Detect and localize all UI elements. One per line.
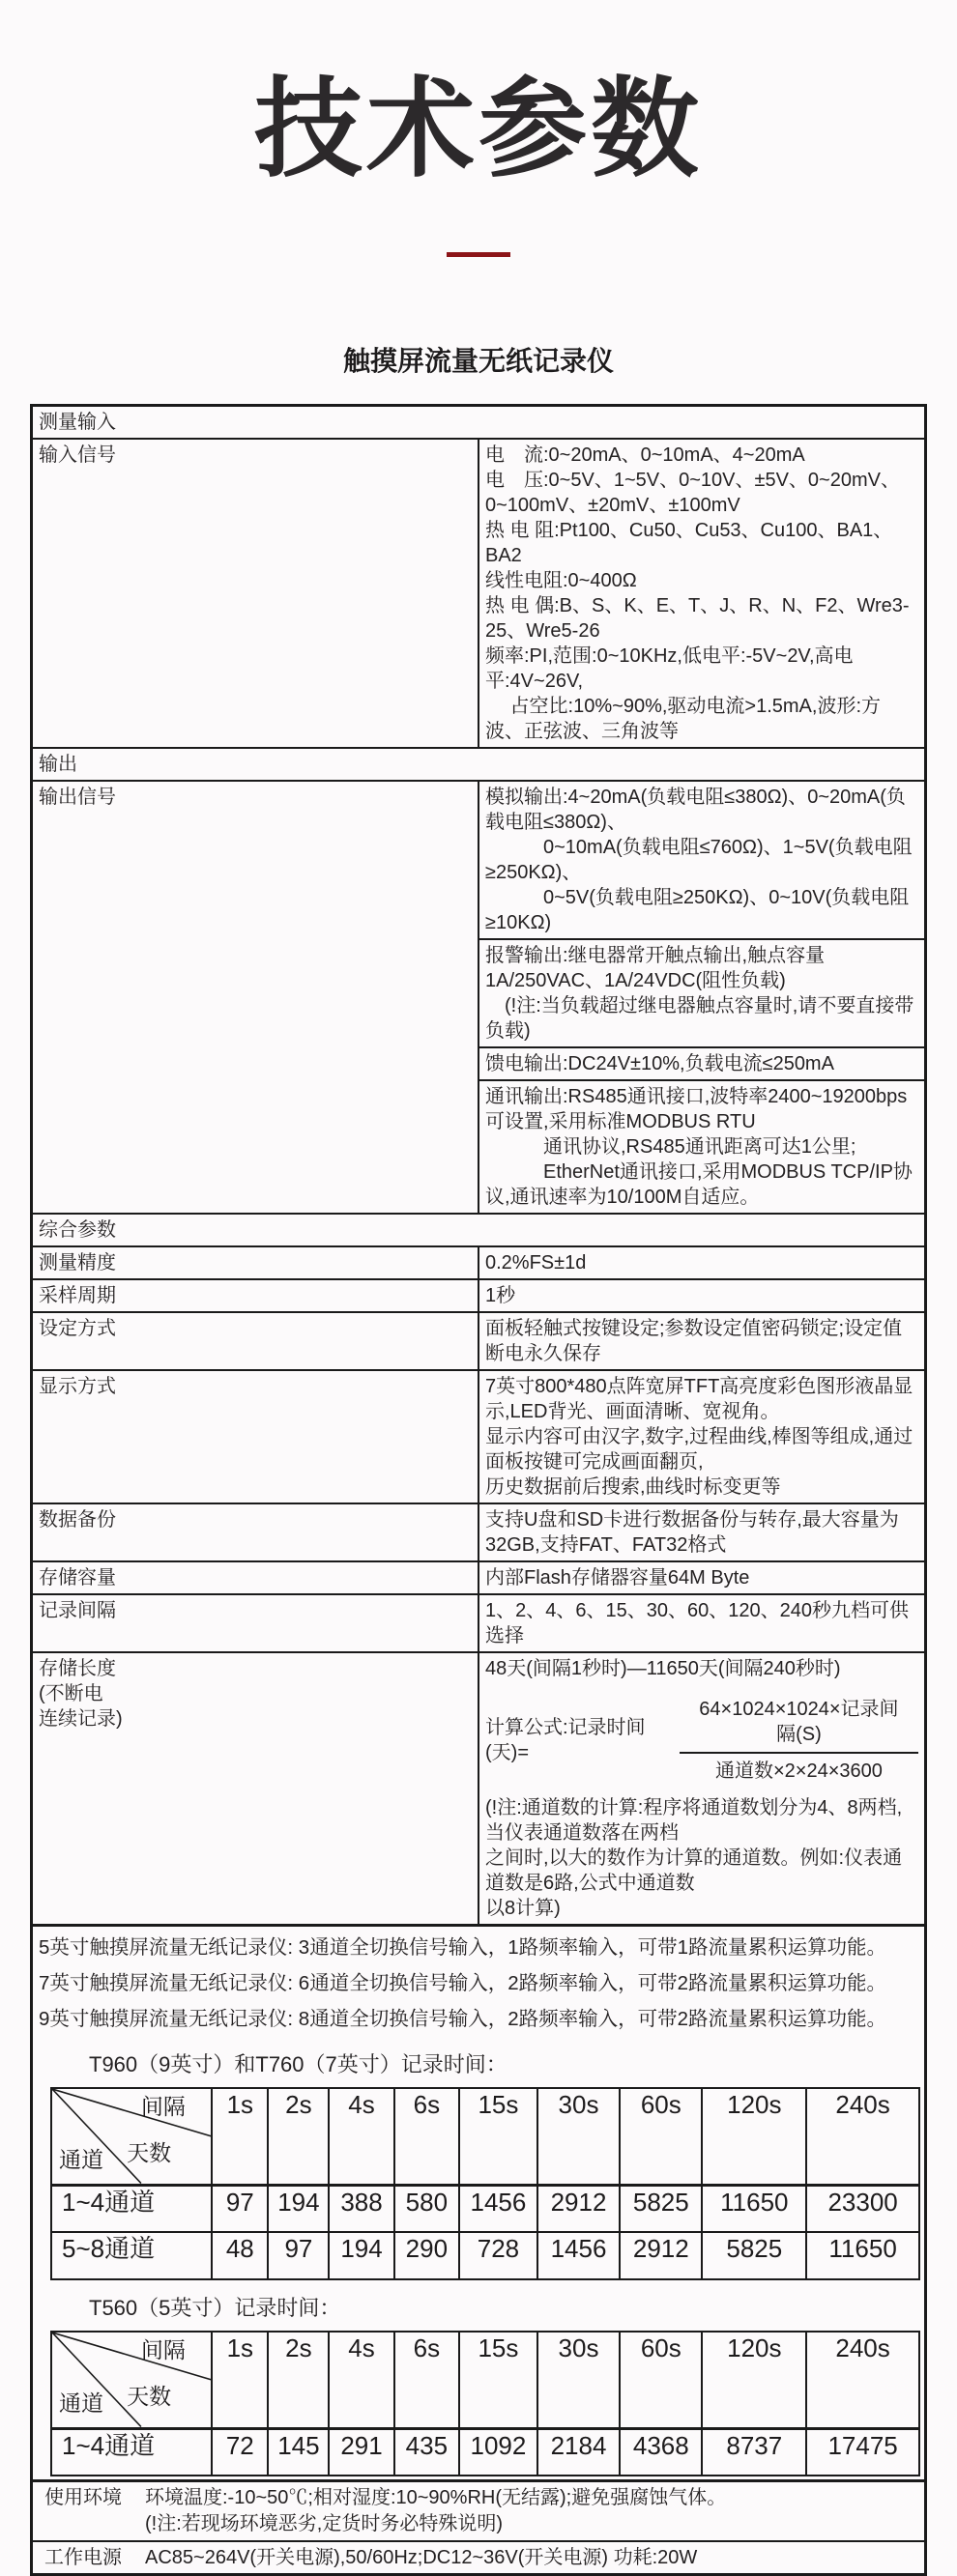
t960-cell: 23300 [806,2185,919,2232]
t560-cell: 435 [394,2428,459,2476]
corner-interval-label: 间隔 [140,2337,186,2363]
formula-prefix: 计算公式:记录时间(天)= [485,1717,646,1764]
value-setting: 面板轻触式按键设定;参数设定值密码锁定;设定值断电永久保存 [478,1312,926,1370]
section-row-general [32,1214,926,1246]
t960-cell: 194 [329,2232,393,2279]
value-feed-output [478,1047,926,1080]
analog-line: 0~10mA(负载电阻≤760Ω)、1~5V(负载电阻≥250KΩ)、 [485,837,913,884]
t560-col-header: 30s [537,2332,620,2428]
input-line: 占空比:10%~90%,驱动电流>1.5mA,波形:方波、正弦波、三角波等 [485,696,882,743]
section-row-output [32,748,926,781]
t560-col-header: 6s [394,2332,459,2428]
t960-col-header: 6s [394,2088,459,2185]
section-row-measure-input [32,406,926,440]
t560-col-header: 15s [459,2332,537,2428]
row-display [32,1370,926,1503]
value-analog-output [478,781,926,939]
t560-cell: 4368 [620,2428,702,2476]
spec-sheet [0,69,957,2569]
t560-col-header: 60s [620,2332,702,2428]
t560-cell: 291 [329,2428,393,2476]
value-storage-length [478,1652,926,1926]
t960-row-1-4ch [51,2185,919,2232]
storage-note: (!注:通道数的计算:程序将通道数划分为4、8两档,当仪表通道数落在两档 [485,1797,903,1845]
storage-note: 以8计算) [485,1898,561,1920]
section-header-measure-input: 测量输入 [32,406,926,440]
t960-cell: 388 [329,2185,393,2232]
row-setting [32,1312,926,1370]
model-line-7inch: 7英寸触摸屏流量无纸记录仪: 6通道全切换信号输入，2路频率输入，可带2路流量累积运算功能。 [39,1972,886,1995]
t560-col-header: 1s [212,2332,268,2428]
t960-table-caption: T960（9英寸）和T760（7英寸）记录时间： [89,2052,508,2077]
value-sampling: 1秒 [478,1279,926,1312]
comm-line: EtherNet通讯接口,采用MODBUS TCP/IP协议,通讯速率为10/100M自适应。 [485,1161,913,1209]
row-input-signal [32,439,926,748]
t560-row-label: 1~4通道 [51,2428,212,2476]
storage-label-line: 存储长度 [39,1658,116,1680]
section-header-general: 综合参数 [32,1214,926,1246]
value-accuracy: 0.2%FS±1d [478,1246,926,1279]
input-line: 热 电 偶:B、S、K、E、T、J、R、N、F2、Wre3-25、Wre5-26 [485,595,910,643]
corner-channel-label: 通道 [59,2147,103,2173]
value-comm-output [478,1080,926,1214]
feed-line: 馈电输出:DC24V±10%,负载电流≤250mA [485,1053,834,1075]
value-alarm-output [478,939,926,1047]
model-line-5inch: 5英寸触摸屏流量无纸记录仪: 3通道全切换信号输入，1路频率输入，可带1路流量累积运算功能。 [39,1936,886,1960]
t560-cell: 8737 [702,2428,806,2476]
t960-col-header: 1s [212,2088,268,2185]
storage-formula [485,1697,918,1784]
label-storage-length [32,1652,479,1926]
t560-cell: 1092 [459,2428,537,2476]
t960-col-header: 30s [537,2088,620,2185]
t960-cell: 5825 [620,2185,702,2232]
t560-row-1-4ch [51,2428,919,2476]
label-environment: 使用环境 [44,2487,122,2509]
input-line: 电 流:0~20mA、0~10mA、4~20mA [485,444,805,467]
label-backup: 数据备份 [32,1503,479,1561]
t560-diagonal-corner-cell [51,2332,212,2428]
title-divider [447,252,510,257]
row-backup [32,1503,926,1561]
t560-record-table [50,2331,920,2476]
t960-cell: 1456 [459,2185,537,2232]
input-line: 线性电阻:0~400Ω [485,570,637,592]
label-accuracy: 测量精度 [32,1246,479,1279]
t960-col-header: 60s [620,2088,702,2185]
t960-row-label: 5~8通道 [51,2232,212,2279]
label-power: 工作电源 [44,2547,122,2569]
value-capacity: 内部Flash存储器容量64M Byte [478,1561,926,1594]
t960-cell: 728 [459,2232,537,2279]
t560-col-header: 2s [268,2332,329,2428]
input-line: 频率:PI,范围:0~10KHz,低电平:-5V~2V,高电平:4V~26V, [485,645,854,693]
t960-cell: 97 [268,2232,329,2279]
page-title: 技术参数 [254,69,703,189]
comm-line: 通讯输出:RS485通讯接口,波特率2400~19200bps可设置,采用标准MODBUS RTU [485,1086,908,1133]
display-line: 显示内容可由汉字,数字,过程曲线,棒图等组成,通过面板按键可完成画面翻页, [485,1426,914,1474]
corner-interval-label: 间隔 [140,2094,186,2120]
label-setting: 设定方式 [32,1312,479,1370]
t960-row-5-8ch [51,2232,919,2279]
t960-cell: 2912 [537,2185,620,2232]
row-models-and-record-times [32,1926,926,2481]
t960-cell: 97 [212,2185,268,2232]
corner-days-label: 天数 [127,2384,172,2410]
analog-line: 0~5V(负载电阻≥250KΩ)、0~10V(负载电阻≥10KΩ) [485,887,910,934]
analog-line: 模拟输出:4~20mA(负载电阻≤380Ω)、0~20mA(负载电阻≤380Ω)、 [485,787,906,834]
section-header-output: 输出 [32,748,926,781]
formula-denominator: 通道数×2×24×3600 [714,1760,883,1783]
t560-col-header: 4s [329,2332,393,2428]
value-input-signal [478,439,926,748]
label-interval: 记录间隔 [32,1594,479,1652]
t960-cell: 2912 [620,2232,702,2279]
t960-row-label: 1~4通道 [51,2185,212,2232]
t560-cell: 72 [212,2428,268,2476]
formula-numerator: 64×1024×1024×记录间隔(S) [680,1697,918,1754]
t960-cell: 11650 [806,2232,919,2279]
formula-fraction [680,1697,918,1784]
t960-cell: 194 [268,2185,329,2232]
storage-label-line: (不断电 [39,1683,103,1705]
t960-header-row [51,2088,919,2185]
storage-note: 之间时,以大的数作为计算的通道数。例如:仪表通道数是6路,公式中通道数 [485,1847,903,1895]
t960-col-header: 15s [459,2088,537,2185]
label-input-signal: 输入信号 [32,439,479,748]
t960-cell: 1456 [537,2232,620,2279]
t960-col-header: 120s [702,2088,806,2185]
t560-cell: 2184 [537,2428,620,2476]
comm-line: 通讯协议,RS485通讯距离可达1公里; [485,1136,856,1159]
product-subtitle: 触摸屏流量无纸记录仪 [342,346,614,377]
t960-col-header: 2s [268,2088,329,2185]
power-cell [32,2541,926,2575]
row-capacity [32,1561,926,1594]
row-storage-length [32,1652,926,1926]
t960-diagonal-corner-cell [51,2088,212,2185]
t960-cell: 290 [394,2232,459,2279]
value-display [478,1370,926,1503]
display-line: 7英寸800*480点阵宽屏TFT高亮度彩色图形液晶显示,LED背光、画面清晰、宽视角。 [485,1376,914,1423]
alarm-line: (!注:当负载超过继电器触点容量时,请不要直接带负载) [485,995,914,1043]
t960-col-header: 4s [329,2088,393,2185]
model-line-9inch: 9英寸触摸屏流量无纸记录仪: 8通道全切换信号输入，2路频率输入，可带2路流量累积运算功能。 [39,2008,886,2031]
models-record-cell [32,1926,926,2481]
t560-col-header: 120s [702,2332,806,2428]
label-output-signal: 输出信号 [32,781,479,1214]
label-display: 显示方式 [32,1370,479,1503]
row-environment [32,2481,926,2542]
environment-line: 环境温度:-10~50℃;相对湿度:10~90%RH(无结露);避免强腐蚀气体。 [145,2487,727,2509]
corner-days-label: 天数 [127,2140,172,2166]
corner-channel-label: 通道 [59,2390,103,2417]
alarm-line: 报警输出:继电器常开触点输出,触点容量1A/250VAC、1A/24VDC(阻性负载) [485,945,826,992]
environment-line: (!注:若现场环境恶劣,定货时务必特殊说明) [145,2513,503,2535]
value-interval: 1、2、4、6、15、30、60、120、240秒九档可供选择 [478,1594,926,1652]
row-sampling [32,1279,926,1312]
display-line: 历史数据前后搜索,曲线时标变更等 [485,1476,781,1499]
input-line: 电 压:0~5V、1~5V、0~10V、±5V、0~20mV、0~100mV、±20mV、±100mV [485,470,900,517]
row-interval [32,1594,926,1652]
row-accuracy [32,1246,926,1279]
row-power [32,2541,926,2575]
t560-cell: 17475 [806,2428,919,2476]
value-backup: 支持U盘和SD卡进行数据备份与转存,最大容量为32GB,支持FAT、FAT32格式 [478,1503,926,1561]
label-sampling: 采样周期 [32,1279,479,1312]
t560-header-row [51,2332,919,2428]
t560-cell: 145 [268,2428,329,2476]
storage-range: 48天(间隔1秒时)—11650天(间隔240秒时) [485,1658,841,1680]
t960-record-table [50,2087,920,2280]
t960-col-header: 240s [806,2088,919,2185]
spec-table [30,404,927,2576]
t560-col-header: 240s [806,2332,919,2428]
row-output-analog [32,781,926,939]
t960-cell: 580 [394,2185,459,2232]
value-environment [145,2485,918,2537]
label-capacity: 存储容量 [32,1561,479,1594]
environment-cell [32,2481,926,2542]
t960-cell: 5825 [702,2232,806,2279]
storage-label-line: 连续记录) [39,1708,123,1731]
t960-cell: 48 [212,2232,268,2279]
value-power: AC85~264V(开关电源),50/60Hz;DC12~36V(开关电源) 功耗:20W [145,2547,698,2569]
t960-cell: 11650 [702,2185,806,2232]
t560-table-caption: T560（5英寸）记录时间： [89,2296,341,2321]
input-line: 热 电 阻:Pt100、Cu50、Cu53、Cu100、BA1、BA2 [485,520,893,567]
